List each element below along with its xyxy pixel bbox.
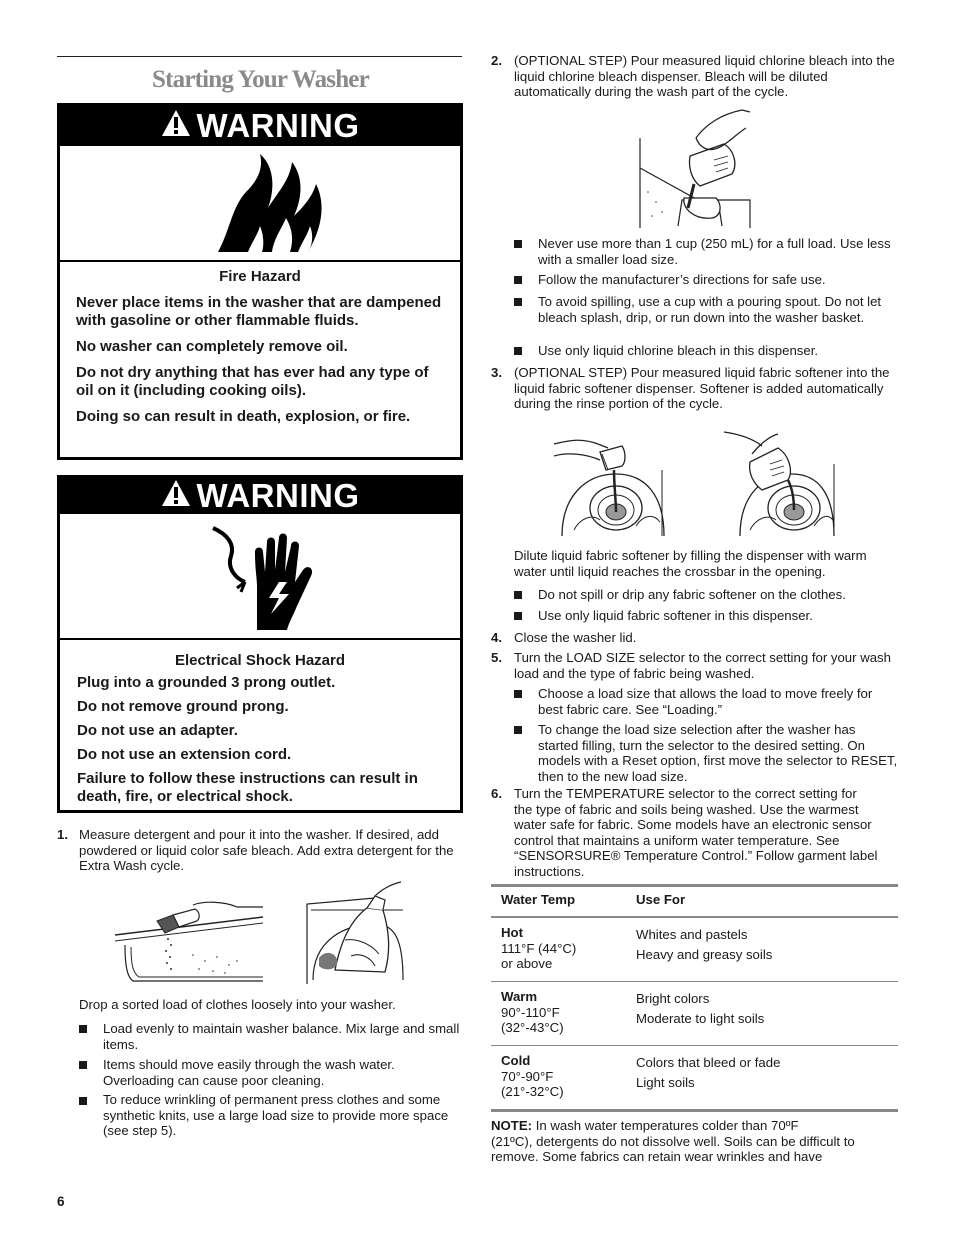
table-rule <box>491 1045 898 1046</box>
step1-bullet: Items should move easily through the wash water. Overloading can cause poor cleaning. <box>103 1057 395 1088</box>
table-uses-warm: Bright colors Moderate to light soils <box>636 991 765 1026</box>
load-clothes-illustration <box>305 880 407 984</box>
fire-warning-box <box>57 103 463 460</box>
table-rule <box>491 884 898 887</box>
section-title: Starting Your Washer <box>152 66 369 93</box>
shock-warning-line: Plug into a grounded 3 prong outlet. <box>77 674 336 691</box>
fire-warning-line: Doing so can result in death, explosion, or fire. <box>76 408 411 425</box>
table-header-use-for: Use For <box>636 892 686 907</box>
bullet <box>79 1061 87 1069</box>
step3-bullet: Use only liquid fabric softener in this dispenser. <box>538 608 813 623</box>
fire-warning-line: No washer can completely remove oil. <box>76 338 348 355</box>
step2-bullet: Follow the manufacturer’s directions for safe use. <box>538 272 826 287</box>
step-number: 4. <box>491 630 502 645</box>
top-rule <box>57 56 462 57</box>
temperature-note: NOTE: In wash water temperatures colder than 70ºF (21ºC), detergents do not dissolve well. Soils can be difficult to remove. Some fabrics can retain wear wrinkles and have <box>491 1118 855 1164</box>
warning-heading: WARNING <box>196 107 360 144</box>
warning-heading: WARNING <box>196 477 360 514</box>
table-header-water-temp: Water Temp <box>501 892 576 907</box>
warning-header <box>60 106 460 146</box>
drop-load-text: Drop a sorted load of clothes loosely into your washer. <box>79 997 396 1012</box>
softener-fill-illustration-1 <box>552 430 666 536</box>
step6-text: Turn the TEMPERATURE selector to the correct setting for the type of fabric and soils being washed. Use the warmest water safe for fabric. Some models have an electronic sensor control that maintains a uniform water temperature. See “SENSORSURE® Temperature Control.” Follow garment label instructions. <box>514 786 878 879</box>
step3-bullet: Do not spill or drip any fabric softener on the clothes. <box>538 587 846 602</box>
bullet <box>514 612 522 620</box>
bullet <box>514 347 522 355</box>
bleach-pour-illustration <box>638 108 754 230</box>
table-rule <box>491 916 898 918</box>
step5-bullet: Choose a load size that allows the load to move freely for best fabric care. See “Loading.” <box>538 686 873 717</box>
bullet <box>514 690 522 698</box>
table-row-warm: Warm 90°-110°F (32°-43°C) <box>501 989 564 1035</box>
table-row-cold: Cold 70°-90°F (21°-32°C) <box>501 1053 564 1099</box>
table-uses-hot: Whites and pastels Heavy and greasy soils <box>636 927 773 962</box>
shock-pictogram <box>60 514 460 640</box>
shock-warning-line: Do not use an extension cord. <box>77 746 292 763</box>
bullet <box>514 591 522 599</box>
table-rule <box>491 1109 898 1112</box>
fire-hazard-title: Fire Hazard <box>219 268 301 285</box>
step5-text: Turn the LOAD SIZE selector to the correct setting for your wash load and the type of fabric being washed. <box>514 650 891 681</box>
warning-header <box>60 478 460 514</box>
step-number: 3. <box>491 365 502 380</box>
bullet <box>79 1025 87 1033</box>
step-number: 6. <box>491 786 502 801</box>
softener-fill-illustration-2 <box>722 424 836 536</box>
step1-bullet: Load evenly to maintain washer balance. Mix large and small items. <box>103 1021 460 1052</box>
fire-pictogram <box>60 146 460 262</box>
step2-bullet: Never use more than 1 cup (250 mL) for a full load. Use less with a smaller load size. <box>538 236 891 267</box>
table-row-hot: Hot 111°F (44°C) or above <box>501 925 577 971</box>
shock-warning-line: Do not remove ground prong. <box>77 698 289 715</box>
step1-bullet: To reduce wrinkling of permanent press clothes and some synthetic knits, use a large load size to provide more space (see step 5). <box>103 1092 449 1138</box>
bullet <box>514 276 522 284</box>
table-rule <box>491 981 898 982</box>
fire-warning-line: Never place items in the washer that are dampened with gasoline or other flammable fluids. <box>76 294 442 329</box>
electrical-shock-hand-icon <box>205 522 325 634</box>
bullet <box>514 298 522 306</box>
step2-text: (OPTIONAL STEP) Pour measured liquid chlorine bleach into the liquid chlorine bleach dispenser. Bleach will be diluted automatically during the wash part of the cycle. <box>514 53 895 99</box>
step-number: 2. <box>491 53 502 68</box>
bullet <box>514 240 522 248</box>
table-uses-cold: Colors that bleed or fade Light soils <box>636 1055 781 1090</box>
step4-text: Close the washer lid. <box>514 630 637 645</box>
step-number: 1. <box>57 827 68 842</box>
step1-text: Measure detergent and pour it into the washer. If desired, add powdered or liquid color safe bleach. Add extra detergent for the Extra Wash cycle. <box>79 827 454 873</box>
bullet <box>514 726 522 734</box>
detergent-pour-illustration <box>113 895 265 985</box>
note-label: NOTE: <box>491 1118 533 1133</box>
step2-bullet: To avoid spilling, use a cup with a pouring spout. Do not let bleach splash, drip, or run down into the washer basket. <box>538 294 882 325</box>
shock-warning-box <box>57 475 463 813</box>
dilute-softener-text: Dilute liquid fabric softener by filling the dispenser with warm water until liquid reaches the crossbar in the opening. <box>514 548 867 579</box>
fire-icon <box>212 152 332 256</box>
step5-bullet: To change the load size selection after the washer has started filling, turn the selector to the desired setting. On models with a Reset option, first move the selector to RESET, then to the new load size. <box>538 722 898 784</box>
warning-triangle-icon <box>161 107 191 145</box>
step3-text: (OPTIONAL STEP) Pour measured liquid fabric softener into the liquid fabric softener dispenser. Softener is added automatically during the rinse portion of the cycle. <box>514 365 890 411</box>
warning-triangle-icon <box>161 477 191 515</box>
shock-hazard-title: Electrical Shock Hazard <box>174 652 346 669</box>
step2-bullet: Use only liquid chlorine bleach in this dispenser. <box>538 343 819 358</box>
bullet <box>79 1097 87 1105</box>
shock-warning-line: Failure to follow these instructions can result in death, fire, or electrical shock. <box>77 770 418 805</box>
page-number: 6 <box>57 1194 65 1209</box>
step-number: 5. <box>491 650 502 665</box>
fire-warning-line: Do not dry anything that has ever had any type of oil on it (including cooking oils). <box>76 364 429 399</box>
shock-warning-line: Do not use an adapter. <box>77 722 238 739</box>
